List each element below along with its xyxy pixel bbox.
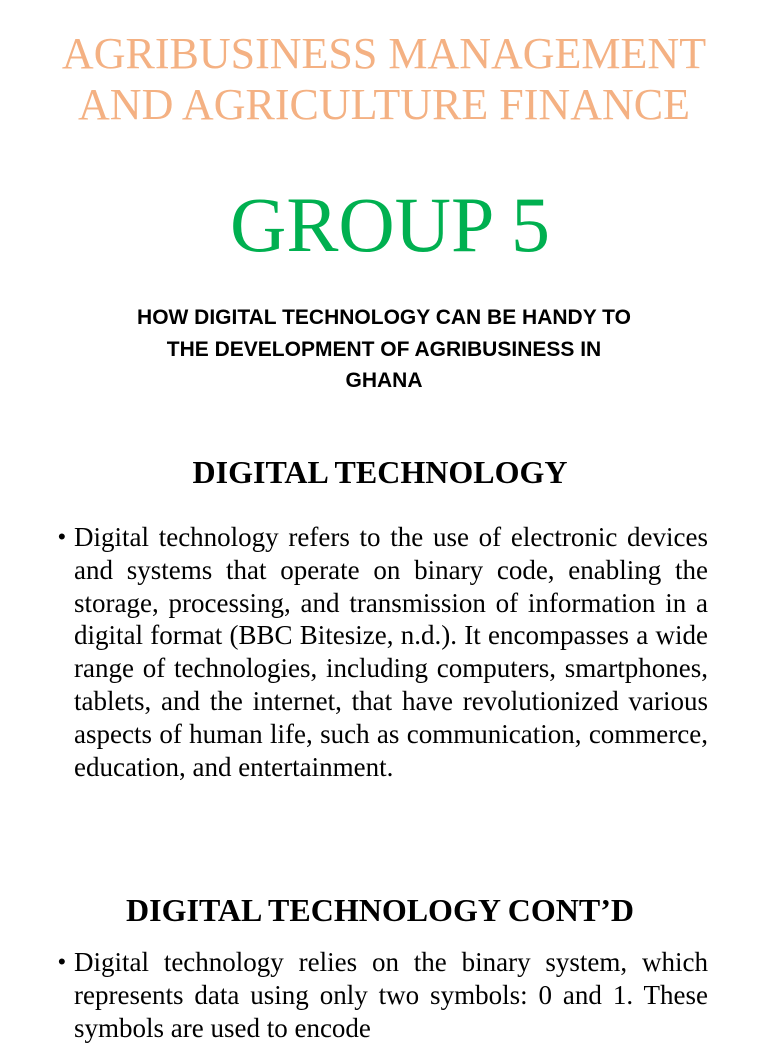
- bullet-text-binary-system: Digital technology relies on the binary system, which represents data using only two symbols: 0 and 1. These symbols are used to encode: [74, 947, 708, 1043]
- course-title-line-2: AND AGRICULTURE FINANCE: [78, 80, 690, 129]
- bullet-icon: •: [58, 524, 66, 549]
- topic-line-1: HOW DIGITAL TECHNOLOGY CAN BE HANDY TO: [137, 306, 631, 329]
- course-title: [0, 28, 768, 130]
- bullet-item-binary-system: [58, 946, 708, 1044]
- course-title-line-1: AGRIBUSINESS MANAGEMENT: [61, 29, 707, 78]
- topic-line-2: THE DEVELOPMENT OF AGRIBUSINESS IN: [166, 337, 602, 361]
- section-heading-digital-technology: DIGITAL TECHNOLOGY: [192, 454, 568, 490]
- bullet-text-definition: Digital technology refers to the use of electronic devices and systems that operate on binary code, enabling the storage, processing, and transmission of information in a digital format (BBC Bitesize, n.d.). It encompasses a wide range of technologies, including computers, smartphones, tablets, and the internet, that have revolutionized various aspects of human life, such as communication, commerce, education, and entertainment.: [74, 522, 708, 782]
- section-heading-digital-technology-contd: DIGITAL TECHNOLOGY CONT’D: [126, 892, 634, 928]
- bullet-icon: •: [58, 949, 66, 974]
- bullet-item-definition: [58, 521, 708, 783]
- topic-title: [0, 302, 768, 397]
- group-title: GROUP 5: [230, 181, 550, 268]
- topic-line-3: GHANA: [345, 369, 423, 392]
